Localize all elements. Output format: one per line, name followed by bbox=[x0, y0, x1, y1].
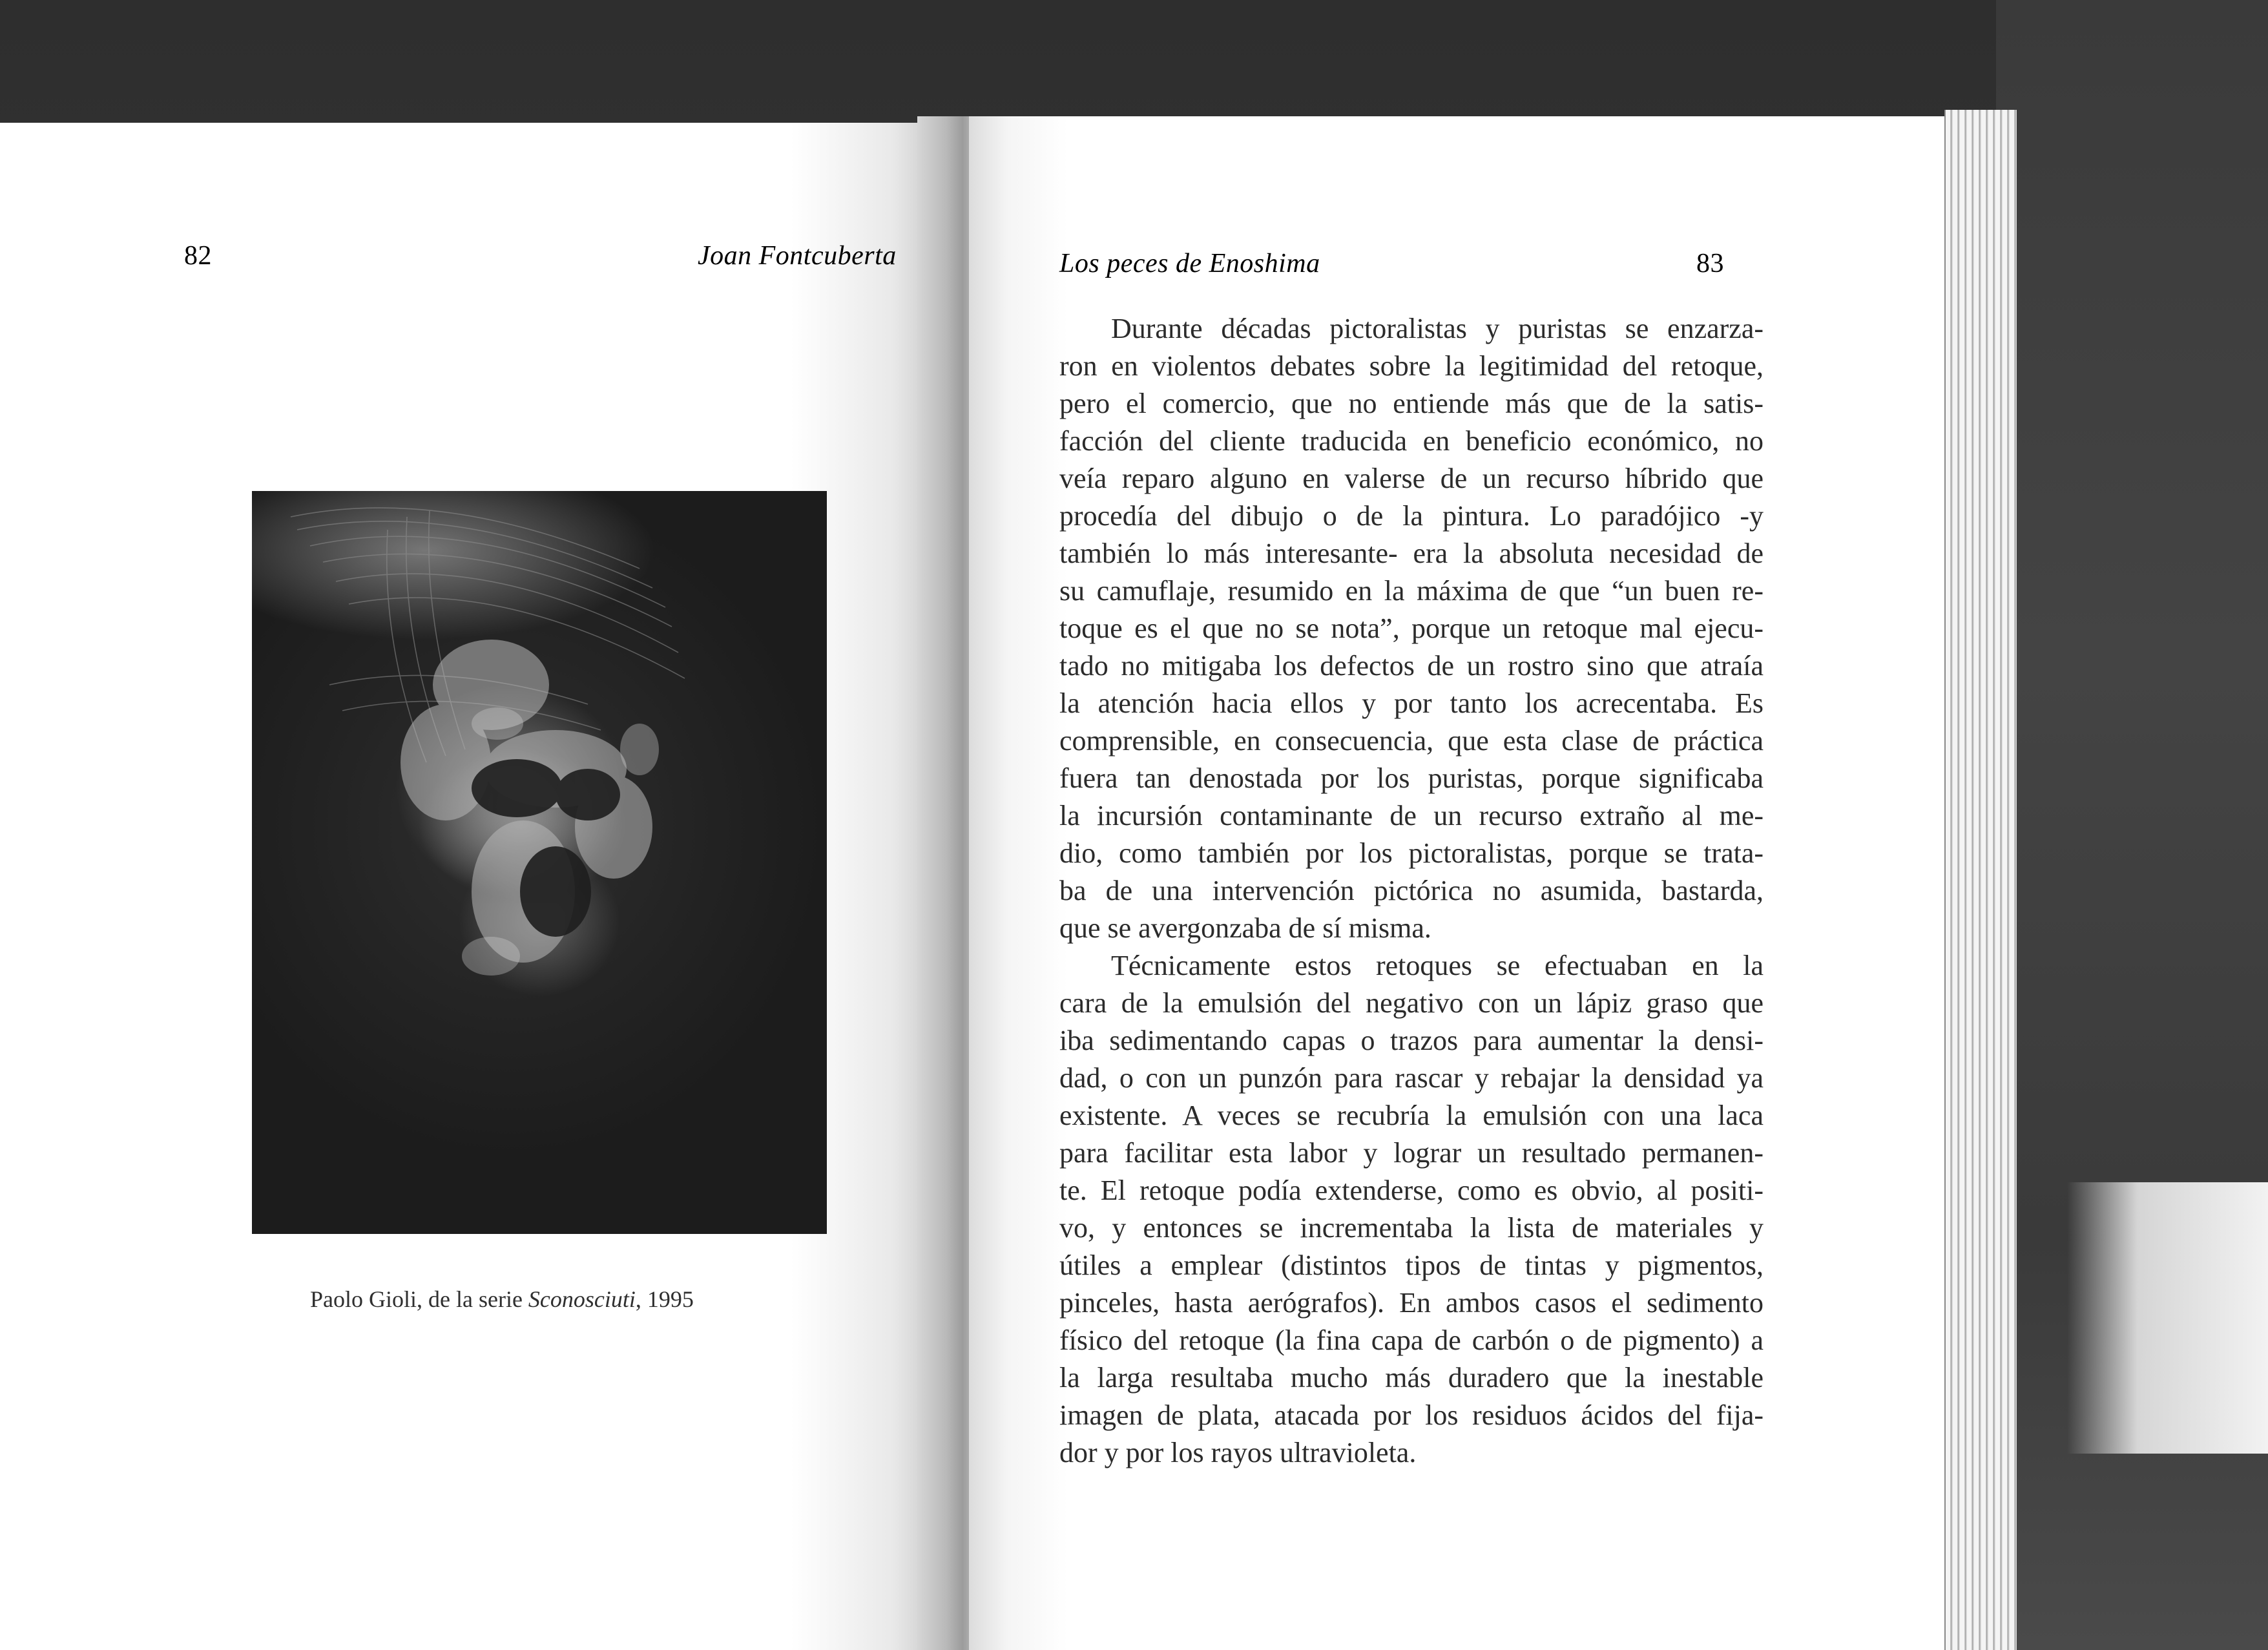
text-line: dor y por los rayos ultravioleta. bbox=[1059, 1437, 1417, 1468]
text-line: que se avergonzaba de sí misma. bbox=[1059, 912, 1431, 944]
text-line: procedía del dibujo o de la pintura. Lo paradójico -y bbox=[1059, 500, 1763, 532]
text-line: ron en violentos debates sobre la legitimidad del retoque, bbox=[1059, 350, 1763, 382]
text-line: te. El retoque podía extenderse, como es obvio, al positi- bbox=[1059, 1175, 1763, 1206]
text-line: la larga resultaba mucho más duradero que la inestable bbox=[1059, 1362, 1763, 1394]
text-line: pero el comercio, que no entiende más que de la satis- bbox=[1059, 388, 1763, 419]
background-light-reflection bbox=[2067, 1182, 2268, 1454]
text-line: cara de la emulsión del negativo con un lápiz graso que bbox=[1059, 987, 1763, 1019]
portrait-photograph bbox=[252, 491, 827, 1234]
text-line: facción del cliente traducida en beneficio económico, no bbox=[1059, 425, 1763, 457]
running-head-left: Joan Fontcuberta bbox=[698, 241, 897, 271]
caption-author: Paolo Gioli, de la serie bbox=[310, 1286, 528, 1312]
text-line: iba sedimentando capas o trazos para aumentar la densi- bbox=[1059, 1025, 1763, 1056]
text-line: veía reparo alguno en valerse de un recurso híbrido que bbox=[1059, 463, 1763, 494]
text-line: para facilitar esta labor y lograr un resultado permanen- bbox=[1059, 1137, 1763, 1169]
photograph-portrait-icon bbox=[252, 491, 827, 1234]
photo-caption bbox=[310, 1286, 775, 1313]
page-number-left: 82 bbox=[184, 241, 212, 271]
text-line: Durante décadas pictoralistas y puristas se enzarza- bbox=[1111, 313, 1763, 344]
text-line: Técnicamente estos retoques se efectuaban en la bbox=[1111, 950, 1763, 981]
text-line: también lo más interesante- era la absoluta necesidad de bbox=[1059, 538, 1763, 569]
text-line: toque es el que no se nota”, porque un retoque mal ejecu- bbox=[1059, 612, 1763, 644]
paragraph-1 bbox=[1059, 310, 1763, 947]
paragraph-2 bbox=[1059, 947, 1763, 1472]
text-line: imagen de plata, atacada por los residuos ácidos del fija- bbox=[1059, 1399, 1763, 1431]
caption-series-title: Sconosciuti bbox=[528, 1286, 636, 1312]
text-line: vo, y entonces se incrementaba la lista de materiales y bbox=[1059, 1212, 1763, 1244]
text-line: fuera tan denostada por los puristas, porque significaba bbox=[1059, 762, 1763, 794]
text-line: tado no mitigaba los defectos de un rostro sino que atraía bbox=[1059, 650, 1763, 682]
text-line: comprensible, en consecuencia, que esta clase de práctica bbox=[1059, 725, 1763, 757]
page-edges bbox=[1944, 110, 2017, 1650]
caption-year: , 1995 bbox=[635, 1286, 694, 1312]
text-line: la incursión contaminante de un recurso extraño al me- bbox=[1059, 800, 1763, 831]
body-text bbox=[1059, 310, 1763, 1472]
text-line: físico del retoque (la fina capa de carbón o de pigmento) a bbox=[1059, 1324, 1763, 1356]
running-head-right: Los peces de Enoshima bbox=[1059, 249, 1320, 278]
text-line: dad, o con un punzón para rascar y rebajar la densidad ya bbox=[1059, 1062, 1763, 1094]
text-line: existente. A veces se recubría la emulsión con una laca bbox=[1059, 1100, 1763, 1131]
text-line: ba de una intervención pictórica no asumida, bastarda, bbox=[1059, 875, 1763, 906]
text-line: útiles a emplear (distintos tipos de tintas y pigmentos, bbox=[1059, 1249, 1763, 1281]
text-line: pinceles, hasta aerógrafos). En ambos casos el sedimento bbox=[1059, 1287, 1763, 1319]
page-number-right: 83 bbox=[1696, 249, 1724, 278]
text-line: dio, como también por los pictoralistas, porque se trata- bbox=[1059, 837, 1763, 869]
text-line: la atención hacia ellos y por tanto los acrecentaba. Es bbox=[1059, 687, 1763, 719]
text-line: su camuflaje, resumido en la máxima de que “un buen re- bbox=[1059, 575, 1763, 607]
